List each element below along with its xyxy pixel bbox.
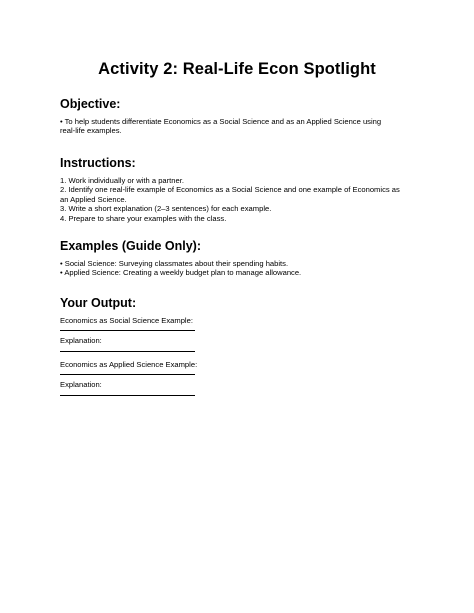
objective-text bbox=[60, 117, 420, 136]
page-title: Activity 2: Real-Life Econ Spotlight bbox=[98, 60, 376, 78]
examples-list bbox=[60, 259, 420, 278]
instructions-heading: Instructions: bbox=[60, 156, 136, 170]
output-heading: Your Output: bbox=[60, 296, 137, 310]
social-explanation-field bbox=[60, 336, 420, 351]
instruction-item: 4. Prepare to share your examples with the class. bbox=[60, 213, 227, 223]
applied-science-answer-line[interactable] bbox=[60, 374, 195, 375]
applied-explanation-field bbox=[60, 380, 420, 395]
objective-line: real-life examples. bbox=[60, 126, 122, 136]
applied-explanation-label: Explanation: bbox=[60, 380, 102, 390]
instruction-item: 1. Work individually or with a partner. bbox=[60, 176, 184, 185]
social-explanation-answer-line[interactable] bbox=[60, 351, 195, 352]
instructions-section bbox=[60, 156, 420, 223]
objective-line: • To help students differentiate Economics as a Social Science and as an Applied Science using bbox=[60, 117, 382, 126]
example-item: • Applied Science: Creating a weekly budget plan to manage allowance. bbox=[60, 268, 302, 278]
objective-heading: Objective: bbox=[60, 97, 121, 111]
social-science-field bbox=[60, 316, 420, 331]
instruction-item: an Applied Science. bbox=[60, 194, 127, 204]
examples-heading: Examples (Guide Only): bbox=[60, 239, 202, 253]
objective-section bbox=[60, 97, 420, 136]
examples-section bbox=[60, 239, 420, 278]
example-item: • Social Science: Surveying classmates about their spending habits. bbox=[60, 259, 289, 268]
social-science-answer-line[interactable] bbox=[60, 330, 195, 331]
applied-explanation-answer-line[interactable] bbox=[60, 395, 195, 396]
instruction-item: 3. Write a short explanation (2–3 sentences) for each example. bbox=[60, 204, 272, 214]
instruction-item: 2. Identify one real-life example of Economics as a Social Science and one example of Economics as bbox=[60, 185, 400, 195]
social-explanation-label: Explanation: bbox=[60, 336, 102, 346]
applied-science-label: Economics as Applied Science Example: bbox=[60, 359, 198, 369]
applied-science-field bbox=[60, 360, 420, 375]
output-section bbox=[60, 296, 420, 396]
social-science-label: Economics as Social Science Example: bbox=[60, 316, 193, 325]
instructions-list bbox=[60, 176, 420, 223]
